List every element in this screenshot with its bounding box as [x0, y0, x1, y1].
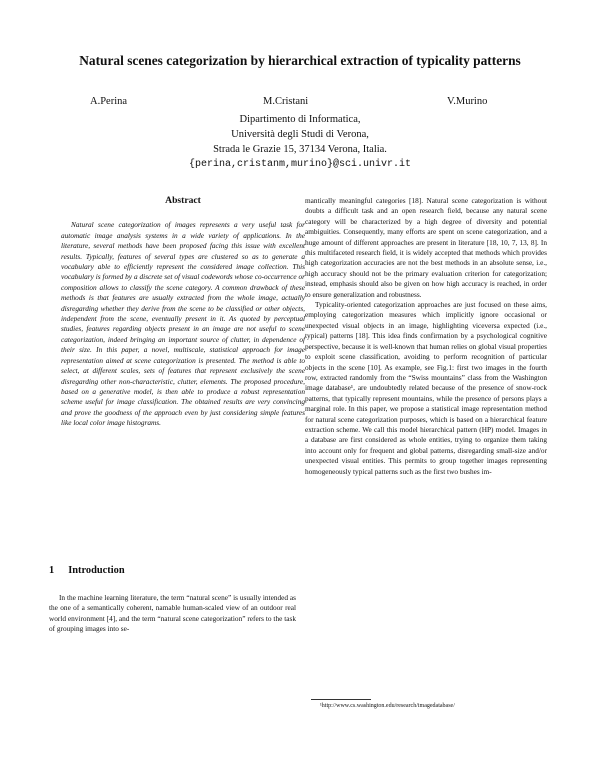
email-address: {perina,cristanm,murino}@sci.univr.it	[188, 159, 412, 170]
abstract-section	[61, 196, 305, 429]
affiliation	[0, 112, 600, 172]
section-number: 1	[49, 565, 55, 576]
affiliation-line-1: Dipartimento di Informatica,	[239, 114, 361, 125]
author-murino: V.Murino	[447, 96, 488, 107]
affiliation-line-2: Università degli Studi di Verona,	[231, 129, 369, 140]
section-heading-introduction	[49, 565, 125, 576]
author-perina: A.Perina	[90, 96, 128, 107]
abstract-heading: Abstract	[165, 195, 201, 206]
right-column	[305, 196, 547, 477]
footnote-rule	[311, 699, 371, 700]
footnote: ¹http://www.cs.washington.edu/research/imagedatabase/	[320, 703, 455, 709]
abstract-text: Natural scene categorization of images represents a very useful task for automatic image analysis systems in a wide variety of applications. In the literature, several methods have been proposed facing this issue with excellent results. Typically, features of several types are clustered so as to generate a vocabulary able to efficiently represent the considered image collection. This vocabulary is formed by a discrete set of visual codewords whose co-occurrence or composition allows to classify the scene category. A common drawback of these methods is that features are usually extracted from the whole image, actually disregarding whether they derive from the scene to be classified or other objects, independent from the scene, eventually present in it. As quoted by perceptual studies, features regarding objects present in an image are not useful to scene categorization, indeed bringing an important source of clutter, in dependence of their size. In this paper, a novel, multiscale, statistical approach for image representation aimed at scene categorization is presented. The method is able to select, at different scales, sets of features that represent exclusively the scene disregarding other non-characteristic, clutter, elements. The proposed procedure, based on a generative model, is then able to produce a robust representation scheme useful for image classification. The obtained results are very convincing and prove the goodness of the approach even by just considering simple features like local color image histograms.	[61, 220, 305, 428]
introduction-paragraph: In the machine learning literature, the term “natural scene” is usually intended as the one of a semantically coherent, namable human-scaled view of an outdoor real world environment [4], and the term “natural scene categorization” refers to the task of grouping images into se-	[49, 593, 296, 634]
affiliation-line-3: Strada le Grazie 15, 37134 Verona, Italia.	[213, 144, 387, 155]
paper-title: Natural scenes categorization by hierarchical extraction of typicality patterns	[79, 53, 521, 68]
right-paragraph-1: mantically meaningful categories [18]. Natural scene categorization is without doubts a difficult task and an open research field, because any natural scene category will be characterized by a high degree of diversity and potential ambiguities. Consequently, many efforts are spent on scene categorization, and a huge amount of different approaches are present in literature [18, 10, 7, 13, 8]. In this multifaceted research field, it is widely accepted that methods which provides high categorization accuracies are not the best methods in an absolute sense, i.e., high accuracy should not be the primary evaluation criterion for categorization; instead, emphasis should also be given on how high accuracy is reached, in order to ensure generalization and robustness.	[305, 196, 547, 299]
right-paragraph-2: Typicality-oriented categorization approaches are just focused on these aims, employing categorization measures which implicitly ignore occasional or unexpected visual objects in an image, highlighting viceversa expected (i.e., typical) patterns [18]. This idea finds confirmation by a psychological cognitive perspective, because it is well-known that human relies on global visual properties to exploit scene classification, avoiding to perform recognition of particular objects in the scene [10]. As example, see Fig.1: first two images in the fourth row, extracted randomly from the “Swiss mountains” class from the Washington image database¹, are undoubtedly related because of the presence of snow-rock patterns, that typically represent mountains, while the presence of persons plays a marginal role. In this paper, we propose a statistical image representation method for natural scene categorization purposes, which is based on a hierarchical feature extraction scheme. We call this model hierarchical pattern (HP) model. Images in a database are first considered as whole entities, trying to organize them taking into account only for frequent and global patterns, disregarding small-size and/or unexpected visual entities. This permits to group together images representing homogeneously typical patterns such as the first two bushes im-	[305, 300, 547, 476]
section-title: Introduction	[68, 565, 125, 576]
author-cristani: M.Cristani	[263, 96, 309, 107]
